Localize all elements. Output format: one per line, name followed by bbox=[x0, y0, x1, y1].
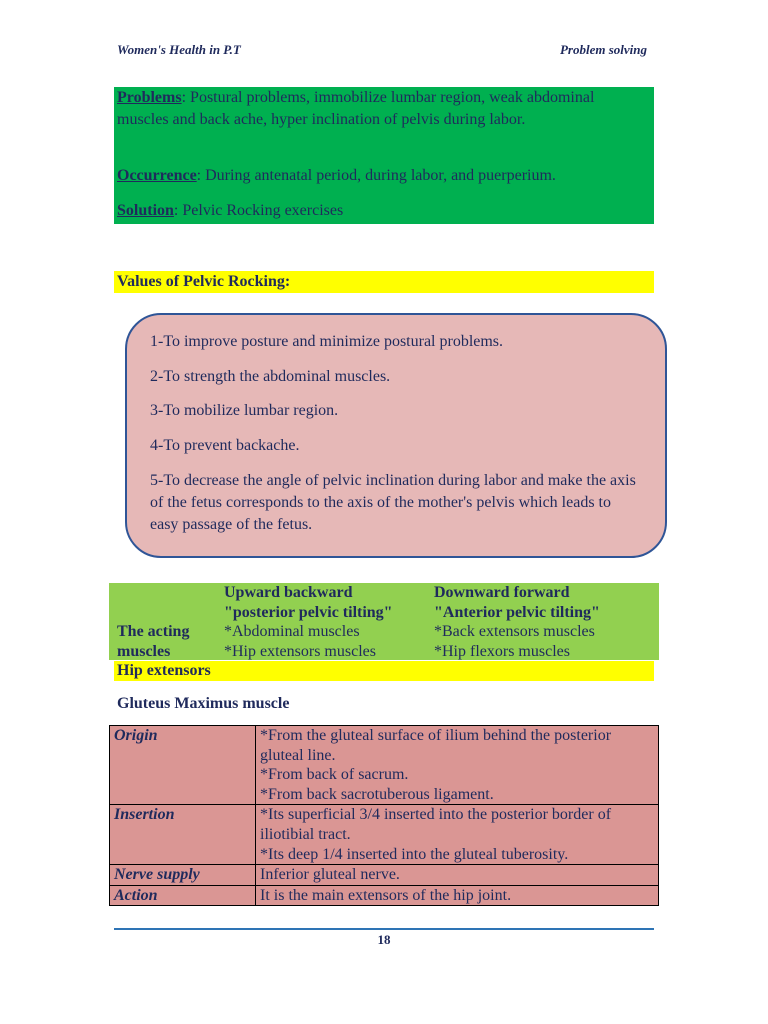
solution-text: : Pelvic Rocking exercises bbox=[173, 202, 344, 219]
problems-text: : Postural problems, immobilize lumbar region, weak abdominal muscles and back ache, hyper inclination of pelvis during labor. bbox=[117, 89, 595, 128]
gluteus-maximus-table bbox=[109, 725, 659, 906]
hip-extensors-heading: Hip extensors bbox=[114, 661, 654, 681]
gluteus-maximus-title: Gluteus Maximus muscle bbox=[117, 695, 290, 712]
action-label: Action bbox=[110, 885, 256, 906]
row-label-line2: muscles bbox=[117, 643, 171, 660]
footer-divider bbox=[114, 928, 654, 930]
col1-head-line2: "posterior pelvic tilting" bbox=[224, 604, 393, 621]
solution-label: Solution bbox=[117, 202, 174, 219]
value-item-5: 5-To decrease the angle of pelvic inclination during labor and make the axis of the fetus corresponds to the axis of the mother's pelvis which leads to easy passage of the fetus. bbox=[150, 472, 636, 533]
origin-details bbox=[256, 726, 659, 805]
table-row bbox=[110, 865, 659, 886]
occurrence-paragraph bbox=[117, 165, 651, 187]
occurrence-label: Occurrence bbox=[117, 167, 197, 184]
origin-label: Origin bbox=[110, 726, 256, 805]
table-row bbox=[110, 726, 659, 805]
values-list-box bbox=[125, 313, 667, 558]
table-row bbox=[110, 885, 659, 906]
col1-item-1: *Abdominal muscles bbox=[224, 623, 360, 640]
insertion-details bbox=[256, 805, 659, 865]
action-details bbox=[256, 885, 659, 906]
nerve-supply-line: Inferior gluteal nerve. bbox=[260, 866, 400, 884]
origin-line: *From back of sacrum. bbox=[260, 766, 409, 784]
action-line: It is the main extensors of the hip joint. bbox=[260, 886, 512, 904]
value-item-1: 1-To improve posture and minimize postural problems. bbox=[150, 333, 504, 350]
col1-item-2: *Hip extensors muscles bbox=[224, 643, 376, 660]
col1-head-line1: Upward backward bbox=[224, 584, 353, 601]
col2-item-1: *Back extensors muscles bbox=[434, 623, 595, 640]
problem-summary-box bbox=[114, 87, 654, 224]
solution-paragraph bbox=[117, 200, 651, 222]
col2-head-line1: Downward forward bbox=[434, 584, 570, 601]
insertion-line: *Its superficial 3/4 inserted into the posterior border of iliotibial tract. bbox=[260, 806, 612, 843]
header-section: Problem solving bbox=[559, 42, 647, 57]
header-title: Women's Health in P.T bbox=[117, 42, 241, 57]
page-number: 18 bbox=[377, 932, 391, 947]
acting-muscles-table bbox=[109, 583, 659, 660]
insertion-line: *Its deep 1/4 inserted into the gluteal tuberosity. bbox=[260, 845, 569, 863]
value-item-4: 4-To prevent backache. bbox=[150, 437, 300, 454]
insertion-label: Insertion bbox=[110, 805, 256, 865]
nerve-supply-label: Nerve supply bbox=[110, 865, 256, 886]
origin-line: *From back sacrotuberous ligament. bbox=[260, 785, 494, 803]
origin-line: *From the gluteal surface of ilium behind the posterior gluteal line. bbox=[260, 727, 612, 764]
row-label-line1: The acting bbox=[117, 623, 190, 640]
nerve-supply-details bbox=[256, 865, 659, 886]
table-row bbox=[110, 805, 659, 865]
col2-head-line2: "Anterior pelvic tilting" bbox=[434, 604, 600, 621]
values-heading: Values of Pelvic Rocking: bbox=[114, 271, 654, 293]
occurrence-text: : During antenatal period, during labor, and puerperium. bbox=[196, 167, 556, 184]
problems-paragraph bbox=[117, 87, 644, 131]
value-item-2: 2-To strength the abdominal muscles. bbox=[150, 368, 391, 385]
problems-label: Problems bbox=[117, 89, 182, 106]
value-item-3: 3-To mobilize lumbar region. bbox=[150, 402, 339, 419]
col2-item-2: *Hip flexors muscles bbox=[434, 643, 570, 660]
